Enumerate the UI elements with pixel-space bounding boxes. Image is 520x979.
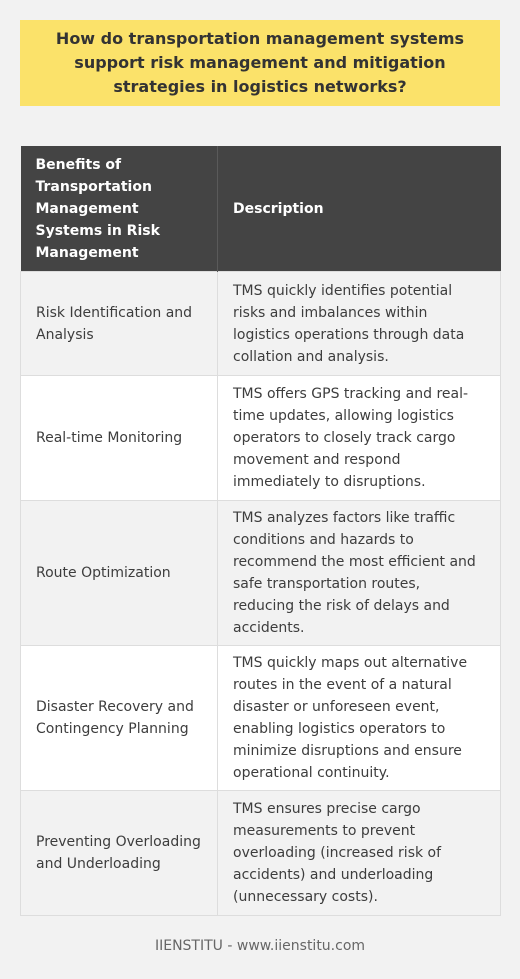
column-header-benefits: Benefits of Transportation Management Systems in Risk Management (21, 146, 218, 272)
table-row (21, 791, 501, 916)
description-cell: TMS offers GPS tracking and real-time updates, allowing logistics operators to closely track cargo movement and respond immediately to disruptions. (218, 376, 501, 501)
benefit-cell: Real-time Monitoring (21, 376, 218, 501)
table-header-row (21, 146, 501, 272)
benefit-cell: Disaster Recovery and Contingency Planning (21, 646, 218, 791)
benefits-table (20, 146, 501, 916)
table-row (21, 501, 501, 646)
benefit-cell: Preventing Overloading and Underloading (21, 791, 218, 916)
column-header-description: Description (218, 146, 501, 272)
table-row (21, 376, 501, 501)
title-banner (20, 20, 500, 106)
benefit-cell: Route Optimization (21, 501, 218, 646)
table-row (21, 272, 501, 376)
benefit-cell: Risk Identification and Analysis (21, 272, 218, 376)
description-cell: TMS ensures precise cargo measurements to prevent overloading (increased risk of accidents) and underloading (unnecessary costs). (218, 791, 501, 916)
description-cell: TMS quickly maps out alternative routes in the event of a natural disaster or unforeseen event, enabling logistics operators to minimize disruptions and ensure operational continuity. (218, 646, 501, 791)
table-row (21, 646, 501, 791)
page-title: How do transportation management systems support risk management and mitigation strategies in logistics networks? (55, 29, 465, 96)
description-cell: TMS quickly identifies potential risks and imbalances within logistics operations through data collation and analysis. (218, 272, 501, 376)
description-cell: TMS analyzes factors like traffic conditions and hazards to recommend the most efficient and safe transportation routes, reducing the risk of delays and accidents. (218, 501, 501, 646)
footer-credit: IIENSTITU - www.iienstitu.com (154, 938, 366, 954)
